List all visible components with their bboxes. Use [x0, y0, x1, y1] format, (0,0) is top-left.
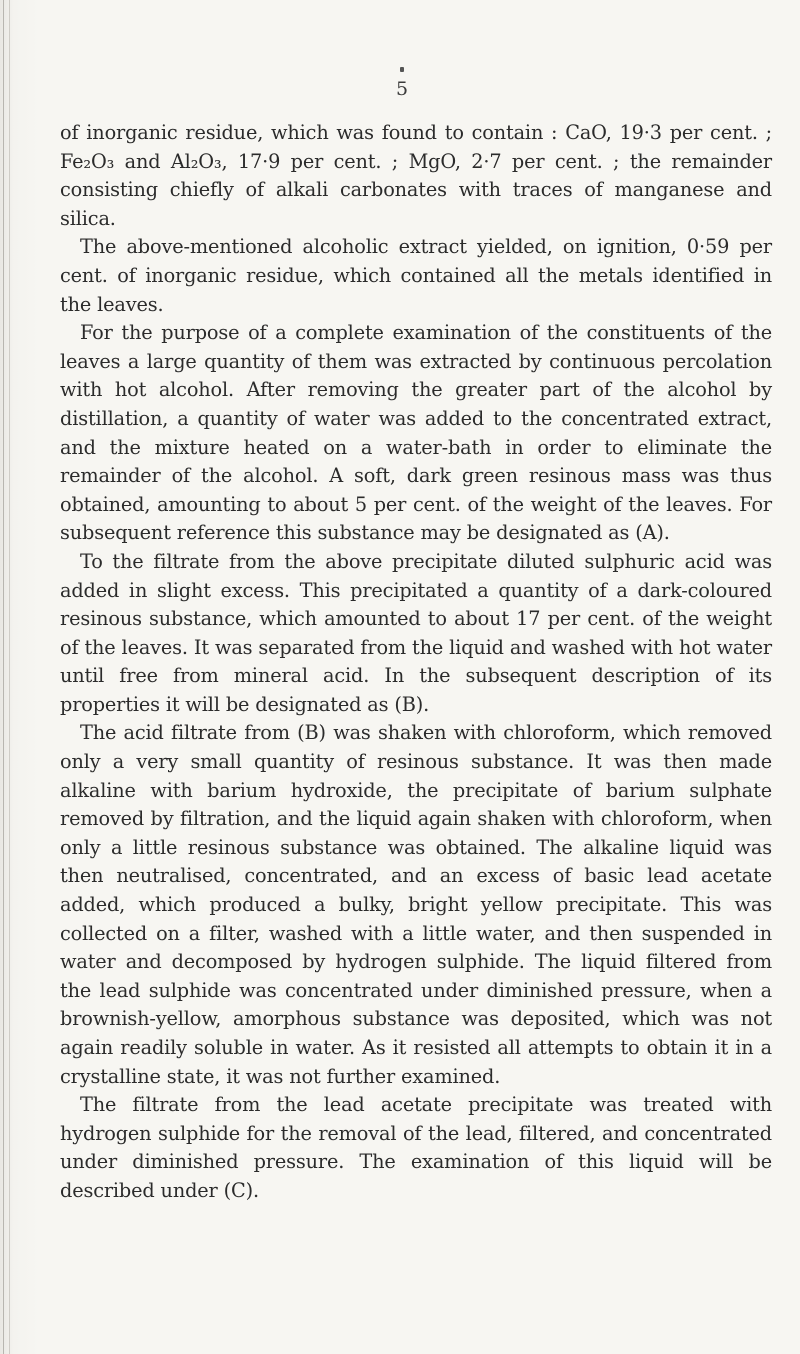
binding-edge-line: [3, 0, 4, 1354]
paragraph: To the filtrate from the above precipitate diluted sulphuric acid was added in slight excess. This precipitated a quantity of a dark-coloured resinous substance, which amounted to about 17 per cent. of the weight of the leaves. It was separated from the liquid and washed with hot water until free from mineral acid. In the subsequent description of its properties it will be designated as (B).: [60, 549, 772, 716]
paragraph: The filtrate from the lead acetate precipitate was treated with hydrogen sulphide for the removal of the lead, filtered, and concentrated under diminished pressure. The examination of this liquid will be described under (C).: [60, 1093, 772, 1202]
page-number: 5: [392, 78, 412, 100]
paragraph: of inorganic residue, which was found to contain : CaO, 19·3 per cent. ; Fe₂O₃ and Al₂O₃, 17·9 per cent. ; MgO, 2·7 per cent. ; the remainder consisting chiefly of alkali carbonates with traces of manganese and silica.: [60, 121, 772, 230]
paragraph: For the purpose of a complete examination of the constituents of the leaves a large quantity of them was extracted by continuous percolation with hot alcohol. After removing the greater part of the alcohol by distillation, a quantity of water was added to the concentrated extract, and the mixture heated on a water-bath in order to eliminate the remainder of the alcohol. A soft, dark green resinous mass was thus obtained, amounting to about 5 per cent. of the weight of the leaves. For subsequent reference this substance may be designated as (A).: [60, 321, 772, 545]
binding-edge-line: [9, 0, 10, 1354]
paragraph: The acid filtrate from (B) was shaken with chloroform, which removed only a very small quantity of resinous substance. It was then made alkaline with barium hydroxide, the precipitate of barium sulphate removed by filtration, and the liquid again shaken with chloroform, when only a little resinous substance was obtained. The alkaline liquid was then neutralised, concentrated, and an excess of basic lead acetate added, which produced a bulky, bright yellow precipitate. This was collected on a filter, washed with a little water, and then suspended in water and decomposed by hydrogen sulphide. The liquid filtered from the lead sulphide was concentrated under diminished pressure, when a brownish-yellow, amorphous substance was deposited, which was not again readily soluble in water. As it resisted all attempts to obtain it in a crystalline state, it was not further examined.: [60, 721, 772, 1088]
paragraph: The above-mentioned alcoholic extract yielded, on ignition, 0·59 per cent. of inorganic residue, which contained all the metals identified in the leaves.: [60, 235, 772, 316]
body-text: [60, 119, 772, 1206]
